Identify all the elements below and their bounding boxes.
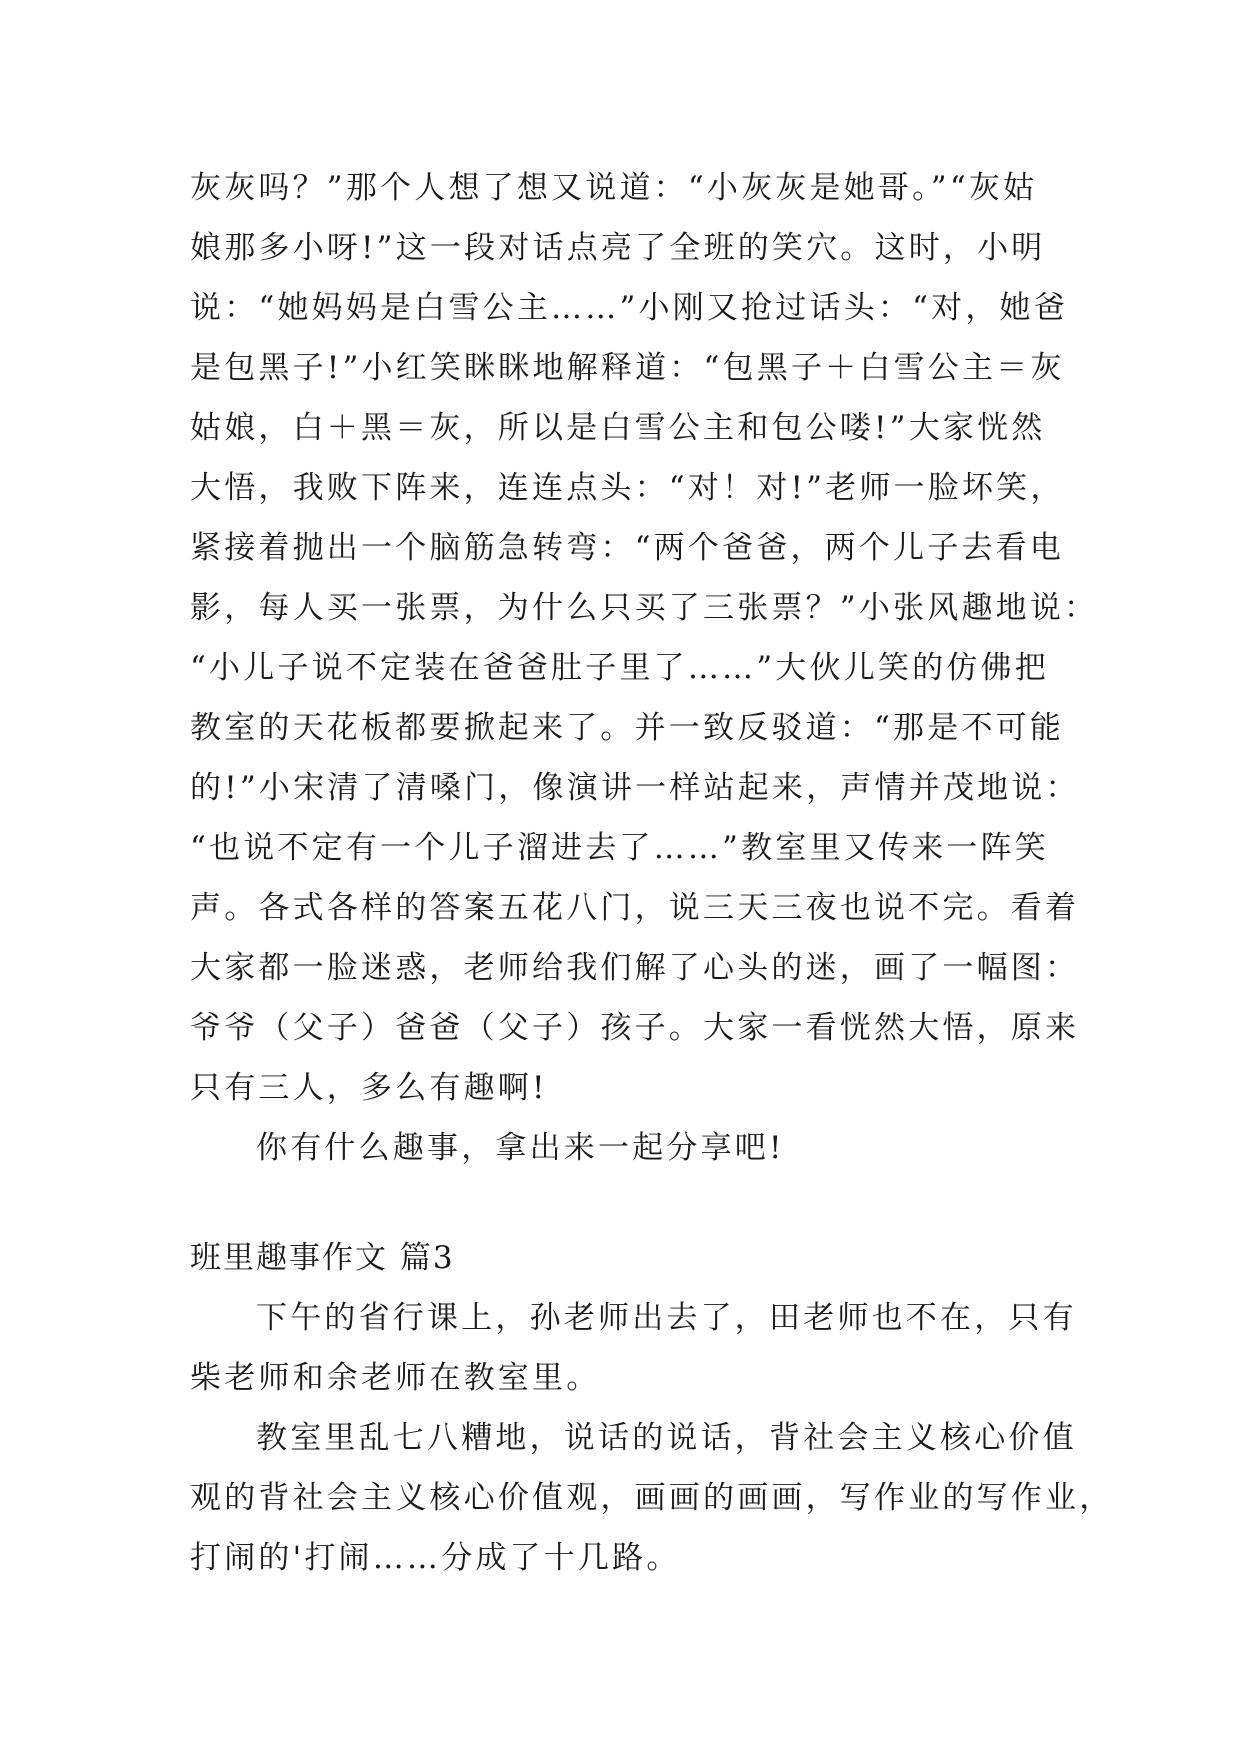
text-line: 灰灰吗？”那个人想了想又说道：“小灰灰是她哥。”“灰姑 [190, 170, 1038, 206]
text-line: 教室里乱七八糟地，说话的说话，背社会主义核心价值 [256, 1420, 1077, 1456]
text-line: 爷爷（父子）爸爸（父子）孩子。大家一看恍然大悟，原来 [190, 1010, 1080, 1046]
text-line: 观的背社会主义核心价值观，画画的画画，写作业的写作业， [190, 1480, 1114, 1516]
text-line: 是包黑子!”小红笑眯眯地解释道：“包黑子＋白雪公主＝灰 [190, 350, 1065, 386]
text-line: 说：“她妈妈是白雪公主……”小刚又抢过话头：“对，她爸 [190, 290, 1068, 326]
text-line: 声。各式各样的答案五花八门，说三天三夜也说不完。看着 [190, 890, 1080, 926]
essay-continuation [190, 158, 1099, 1178]
document-page [190, 158, 1114, 1588]
text-line: 影，每人买一张票，为什么只买了三张票？”小张风趣地说： [190, 590, 1099, 626]
essay-section-3 [190, 1228, 1114, 1588]
text-line: 柴老师和余老师在教室里。 [190, 1360, 601, 1396]
text-line: “小儿子说不定装在爸爸肚子里了……”大伙儿笑的仿佛把 [190, 650, 1049, 686]
text-line: 大悟，我败下阵来，连连点头：“对！对!”老师一脸坏笑， [190, 470, 1065, 506]
text-line: 只有三人，多么有趣啊! [190, 1070, 548, 1106]
text-line: 下午的省行课上，孙老师出去了，田老师也不在，只有 [256, 1300, 1077, 1336]
text-line: 姑娘，白＋黑＝灰，所以是白雪公主和包公喽!”大家恍然 [190, 410, 1046, 446]
text-line: 大家都一脸迷惑，老师给我们解了心头的迷，画了一幅图： [190, 950, 1080, 986]
text-line: 紧接着抛出一个脑筋急转弯：“两个爸爸，两个儿子去看电 [190, 530, 1065, 566]
section-heading: 班里趣事作文 篇3 [190, 1240, 455, 1276]
section-gap [190, 1178, 1090, 1228]
text-line: 打闹的'打闹……分成了十几路。 [190, 1540, 681, 1576]
closing-line: 你有什么趣事，拿出来一起分享吧! [256, 1130, 785, 1166]
text-line: 的!”小宋清了清嗓门，像演讲一样站起来，声情并茂地说： [190, 770, 1080, 806]
text-line: “也说不定有一个儿子溜进去了……”教室里又传来一阵笑 [190, 830, 1049, 866]
text-line: 娘那多小呀!”这一段对话点亮了全班的笑穴。这时，小明 [190, 230, 1046, 266]
text-line: 教室的天花板都要掀起来了。并一致反驳道：“那是不可能 [190, 710, 1065, 746]
